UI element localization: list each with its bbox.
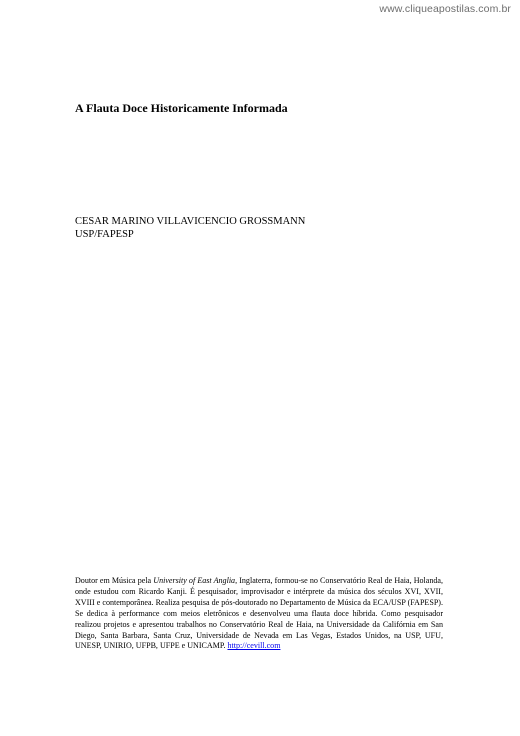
document-title: A Flauta Doce Historicamente Informada	[75, 101, 288, 115]
site-watermark: www.cliqueapostilas.com.br	[379, 3, 511, 15]
author-bio	[75, 576, 443, 652]
bio-university: University of East Anglia	[153, 576, 236, 585]
author-affiliation: USP/FAPESP	[75, 228, 134, 240]
bio-text-intro: Doutor em Música pela	[75, 576, 154, 585]
author-block	[75, 216, 305, 241]
author-website-link[interactable]: http://cevill.com	[227, 641, 281, 651]
bio-text-body: , Inglaterra, formou-se no Conservatório Real de Haia, Holanda, onde estudou com Ricardo Kanji. É pesquisador, improvisador e intérprete da música dos séculos XVI, XVII, XVIII e contemporânea. Realiza pesquisa de pós-doutorado no Departamento de Música da ECA/USP (FAPESP). Se dedica à performance com meios eletrônicos e desenvolveu uma flauta doce híbrida. Como pesquisador realizou projetos e apresentou trabalhos no Conservatório Real de Haia, na Universidade da Califórnia em San Diego, Santa Barbara, Santa Cruz, Universidade de Nevada em Las Vegas, Estados Unidos, na USP, UFU, UNESP, UNIRIO, UFPB, UFPE e UNICAMP.	[75, 576, 443, 651]
author-name: CESAR MARINO VILLAVICENCIO GROSSMANN	[75, 216, 306, 227]
